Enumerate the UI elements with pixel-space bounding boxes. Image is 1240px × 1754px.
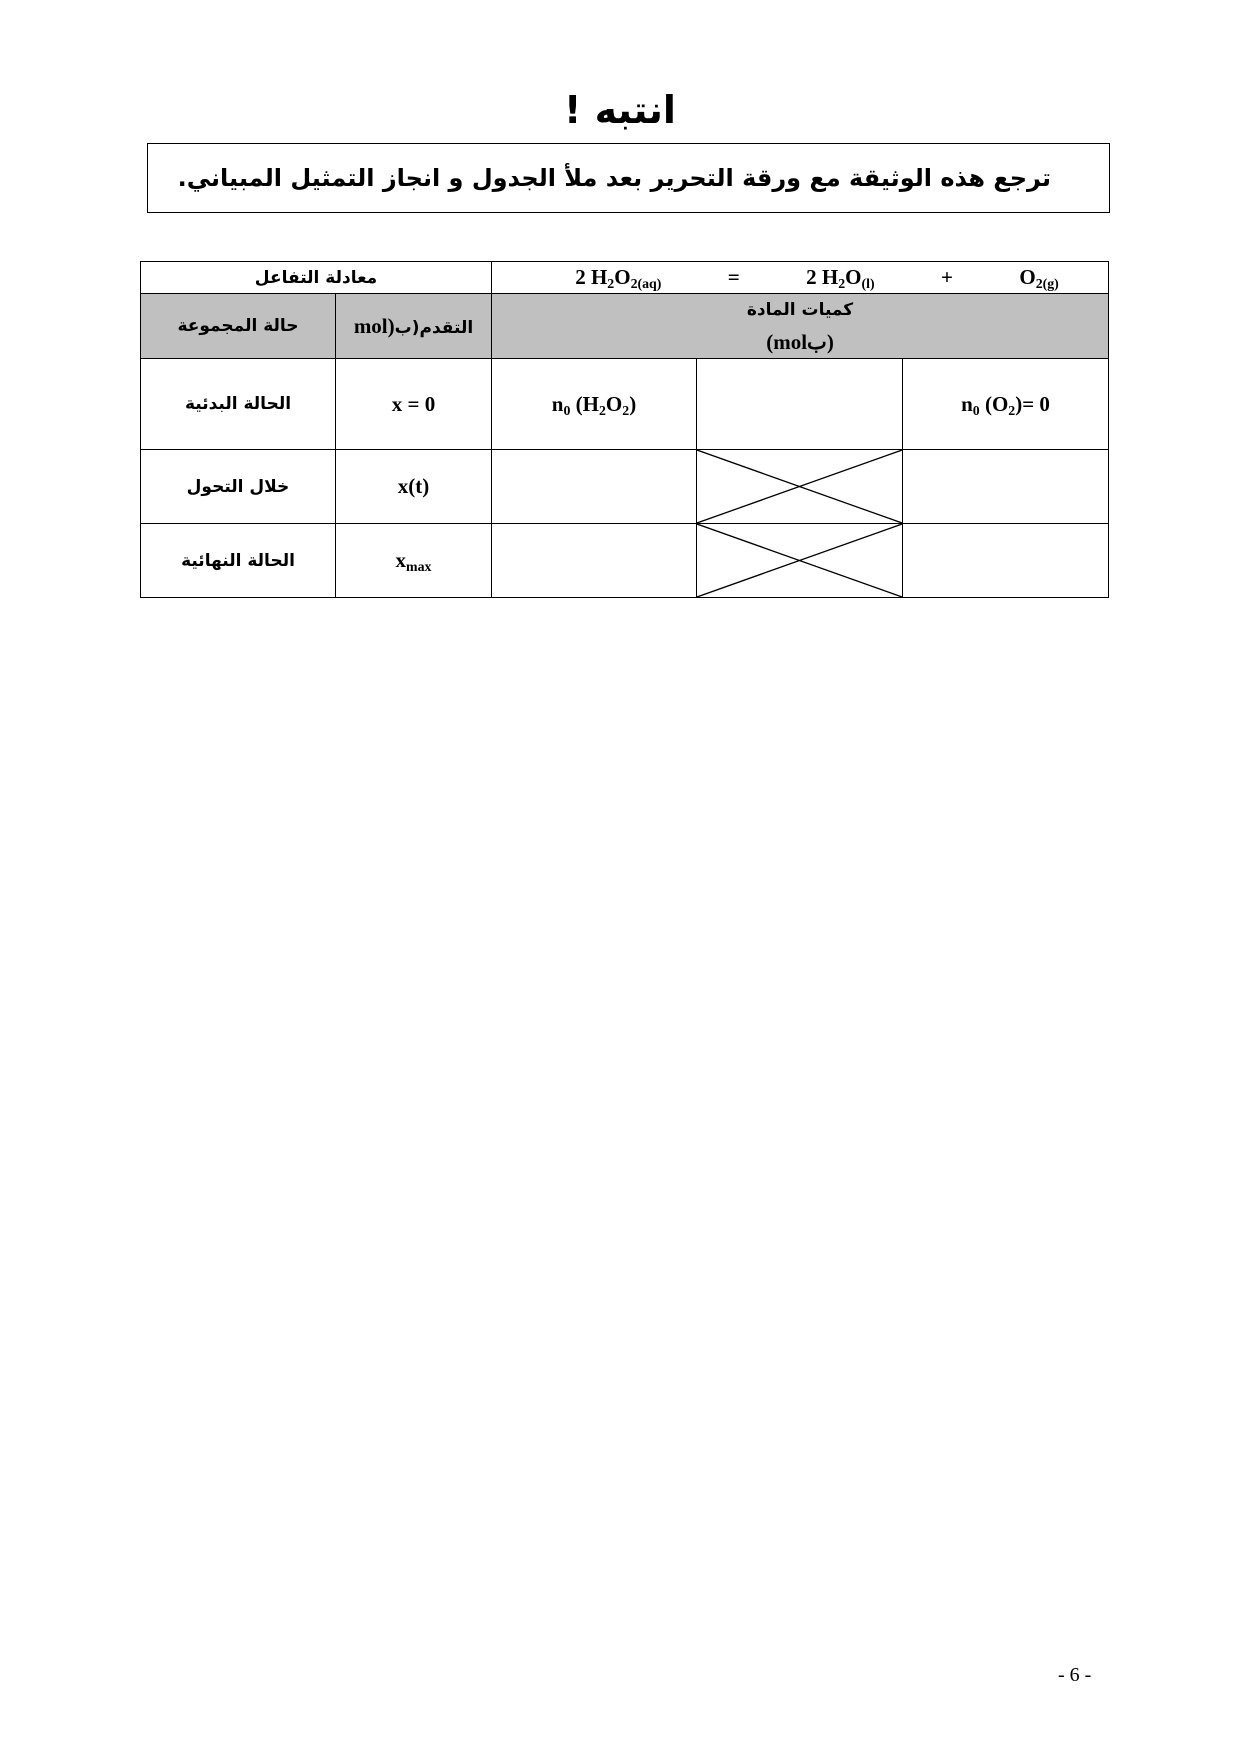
advancement-header: mol)التقدم(ب bbox=[336, 294, 492, 359]
h2o-initial-cell[interactable] bbox=[697, 359, 903, 450]
crossed-cell-during bbox=[697, 450, 903, 524]
equation-label: معادلة التفاعل bbox=[141, 262, 492, 294]
table-row-initial bbox=[141, 359, 1109, 450]
quantities-header: كميات المادة (بmol) bbox=[492, 294, 1109, 359]
notice-box bbox=[147, 143, 1110, 213]
n0-h2o2-cell: $n_0$ $(H_2O_2)$ bbox=[492, 359, 697, 450]
state-during: خلال التحول bbox=[141, 450, 336, 524]
cross-out-mark bbox=[697, 450, 902, 523]
table-row-final bbox=[141, 524, 1109, 598]
notice-text: ترجع هذه الوثيقة مع ورقة التحرير بعد ملأ الجدول و انجاز التمثيل المبياني. bbox=[177, 164, 1051, 192]
reaction-equation bbox=[492, 262, 1109, 294]
reactant-h2o2: 2 $H_2O_{2(aq)}$ bbox=[575, 265, 662, 291]
product-h2o: 2 $H_2O_{(l)}$ bbox=[806, 265, 875, 291]
state-header: حالة المجموعة bbox=[141, 294, 336, 359]
product-o2: $O_{2(g)}$ bbox=[1019, 265, 1059, 291]
o2-during-cell[interactable] bbox=[903, 450, 1109, 524]
equation-row bbox=[141, 262, 1109, 294]
plus-sign: + bbox=[940, 265, 953, 289]
advancement-initial: x = 0 bbox=[336, 359, 492, 450]
state-initial: الحالة البدئية bbox=[141, 359, 336, 450]
crossed-cell-final bbox=[697, 524, 903, 598]
header-row bbox=[141, 294, 1109, 359]
advancement-table bbox=[140, 261, 1109, 598]
h2o2-final-cell[interactable] bbox=[492, 524, 697, 598]
h2o2-during-cell[interactable] bbox=[492, 450, 697, 524]
advancement-final: $x_{max}$ bbox=[336, 524, 492, 598]
page-number: - 6 - bbox=[1058, 1664, 1092, 1686]
n0-o2-cell: $n_0$ $(O_2)= 0$ bbox=[903, 359, 1109, 450]
table-row-during bbox=[141, 450, 1109, 524]
page-title: انتبه ! bbox=[564, 88, 676, 132]
advancement-during: x(t) bbox=[336, 450, 492, 524]
equals-sign: = bbox=[727, 265, 740, 289]
o2-final-cell[interactable] bbox=[903, 524, 1109, 598]
cross-out-mark bbox=[697, 524, 902, 597]
state-final: الحالة النهائية bbox=[141, 524, 336, 598]
